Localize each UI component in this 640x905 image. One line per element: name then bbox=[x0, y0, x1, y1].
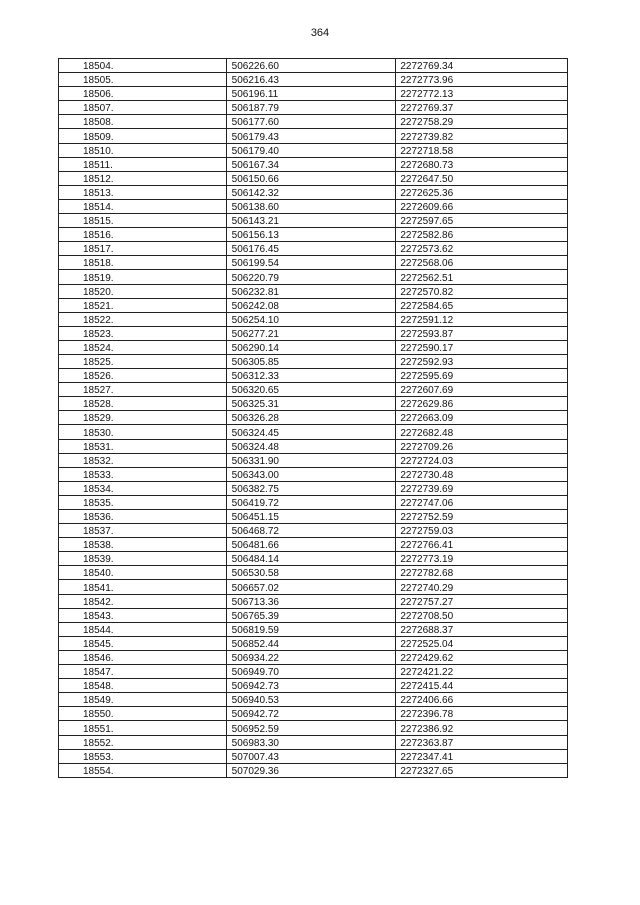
x-coordinate-cell: 506942.72 bbox=[226, 707, 396, 721]
x-coordinate-cell: 507029.36 bbox=[226, 763, 396, 777]
table-row bbox=[59, 510, 568, 524]
table-row bbox=[59, 101, 568, 115]
x-coordinate-cell: 506952.59 bbox=[226, 721, 396, 735]
point-number-cell: 18516. bbox=[59, 228, 227, 242]
point-number-cell: 18545. bbox=[59, 636, 227, 650]
x-coordinate-cell: 506331.90 bbox=[226, 453, 396, 467]
y-coordinate-cell: 2272769.37 bbox=[396, 101, 568, 115]
table-row bbox=[59, 566, 568, 580]
point-number-cell: 18551. bbox=[59, 721, 227, 735]
point-number-cell: 18508. bbox=[59, 115, 227, 129]
table-row bbox=[59, 411, 568, 425]
x-coordinate-cell: 506983.30 bbox=[226, 735, 396, 749]
point-number-cell: 18529. bbox=[59, 411, 227, 425]
y-coordinate-cell: 2272772.13 bbox=[396, 87, 568, 101]
y-coordinate-cell: 2272597.65 bbox=[396, 214, 568, 228]
table-row bbox=[59, 665, 568, 679]
point-number-cell: 18517. bbox=[59, 242, 227, 256]
point-number-cell: 18553. bbox=[59, 749, 227, 763]
x-coordinate-cell: 506142.32 bbox=[226, 185, 396, 199]
table-row bbox=[59, 481, 568, 495]
y-coordinate-cell: 2272415.44 bbox=[396, 679, 568, 693]
y-coordinate-cell: 2272769.34 bbox=[396, 59, 568, 73]
y-coordinate-cell: 2272766.41 bbox=[396, 538, 568, 552]
x-coordinate-cell: 506940.53 bbox=[226, 693, 396, 707]
point-number-cell: 18538. bbox=[59, 538, 227, 552]
table-row bbox=[59, 594, 568, 608]
y-coordinate-cell: 2272758.29 bbox=[396, 115, 568, 129]
y-coordinate-cell: 2272584.65 bbox=[396, 298, 568, 312]
table-row bbox=[59, 59, 568, 73]
page-number: 364 bbox=[310, 27, 330, 39]
x-coordinate-cell: 506419.72 bbox=[226, 495, 396, 509]
table-row bbox=[59, 439, 568, 453]
y-coordinate-cell: 2272582.86 bbox=[396, 228, 568, 242]
y-coordinate-cell: 2272759.03 bbox=[396, 524, 568, 538]
x-coordinate-cell: 506320.65 bbox=[226, 383, 396, 397]
y-coordinate-cell: 2272568.06 bbox=[396, 256, 568, 270]
y-coordinate-cell: 2272590.17 bbox=[396, 340, 568, 354]
y-coordinate-cell: 2272757.27 bbox=[396, 594, 568, 608]
x-coordinate-cell: 506176.45 bbox=[226, 242, 396, 256]
y-coordinate-cell: 2272724.03 bbox=[396, 453, 568, 467]
x-coordinate-cell: 506468.72 bbox=[226, 524, 396, 538]
table-row bbox=[59, 622, 568, 636]
x-coordinate-cell: 506942.73 bbox=[226, 679, 396, 693]
x-coordinate-cell: 506949.70 bbox=[226, 665, 396, 679]
point-number-cell: 18505. bbox=[59, 73, 227, 87]
table-row bbox=[59, 270, 568, 284]
point-number-cell: 18513. bbox=[59, 185, 227, 199]
point-number-cell: 18509. bbox=[59, 129, 227, 143]
y-coordinate-cell: 2272525.04 bbox=[396, 636, 568, 650]
x-coordinate-cell: 506819.59 bbox=[226, 622, 396, 636]
y-coordinate-cell: 2272663.09 bbox=[396, 411, 568, 425]
y-coordinate-cell: 2272740.29 bbox=[396, 580, 568, 594]
y-coordinate-cell: 2272347.41 bbox=[396, 749, 568, 763]
table-row bbox=[59, 693, 568, 707]
point-number-cell: 18520. bbox=[59, 284, 227, 298]
point-number-cell: 18536. bbox=[59, 510, 227, 524]
coordinates-table-body bbox=[59, 59, 568, 778]
x-coordinate-cell: 506179.43 bbox=[226, 129, 396, 143]
x-coordinate-cell: 506290.14 bbox=[226, 340, 396, 354]
point-number-cell: 18543. bbox=[59, 608, 227, 622]
table-row bbox=[59, 87, 568, 101]
table-row bbox=[59, 340, 568, 354]
point-number-cell: 18522. bbox=[59, 312, 227, 326]
y-coordinate-cell: 2272647.50 bbox=[396, 171, 568, 185]
point-number-cell: 18531. bbox=[59, 439, 227, 453]
coordinates-table bbox=[58, 58, 568, 778]
y-coordinate-cell: 2272327.65 bbox=[396, 763, 568, 777]
x-coordinate-cell: 506305.85 bbox=[226, 354, 396, 368]
table-row bbox=[59, 679, 568, 693]
table-row bbox=[59, 242, 568, 256]
table-row bbox=[59, 298, 568, 312]
table-row bbox=[59, 157, 568, 171]
point-number-cell: 18510. bbox=[59, 143, 227, 157]
x-coordinate-cell: 506138.60 bbox=[226, 199, 396, 213]
y-coordinate-cell: 2272573.62 bbox=[396, 242, 568, 256]
x-coordinate-cell: 506179.40 bbox=[226, 143, 396, 157]
table-row bbox=[59, 115, 568, 129]
x-coordinate-cell: 506852.44 bbox=[226, 636, 396, 650]
x-coordinate-cell: 506177.60 bbox=[226, 115, 396, 129]
point-number-cell: 18527. bbox=[59, 383, 227, 397]
table-row bbox=[59, 383, 568, 397]
table-row bbox=[59, 199, 568, 213]
point-number-cell: 18512. bbox=[59, 171, 227, 185]
table-row bbox=[59, 453, 568, 467]
x-coordinate-cell: 506713.36 bbox=[226, 594, 396, 608]
y-coordinate-cell: 2272607.69 bbox=[396, 383, 568, 397]
table-row bbox=[59, 171, 568, 185]
table-row bbox=[59, 749, 568, 763]
point-number-cell: 18518. bbox=[59, 256, 227, 270]
x-coordinate-cell: 506484.14 bbox=[226, 552, 396, 566]
point-number-cell: 18521. bbox=[59, 298, 227, 312]
x-coordinate-cell: 506343.00 bbox=[226, 467, 396, 481]
point-number-cell: 18525. bbox=[59, 354, 227, 368]
table-row bbox=[59, 397, 568, 411]
point-number-cell: 18535. bbox=[59, 495, 227, 509]
point-number-cell: 18539. bbox=[59, 552, 227, 566]
x-coordinate-cell: 506765.39 bbox=[226, 608, 396, 622]
x-coordinate-cell: 506481.66 bbox=[226, 538, 396, 552]
point-number-cell: 18544. bbox=[59, 622, 227, 636]
point-number-cell: 18528. bbox=[59, 397, 227, 411]
point-number-cell: 18549. bbox=[59, 693, 227, 707]
table-row bbox=[59, 636, 568, 650]
table-row bbox=[59, 608, 568, 622]
point-number-cell: 18514. bbox=[59, 199, 227, 213]
y-coordinate-cell: 2272730.48 bbox=[396, 467, 568, 481]
y-coordinate-cell: 2272629.86 bbox=[396, 397, 568, 411]
table-row bbox=[59, 495, 568, 509]
table-row bbox=[59, 650, 568, 664]
table-row bbox=[59, 326, 568, 340]
point-number-cell: 18523. bbox=[59, 326, 227, 340]
y-coordinate-cell: 2272782.68 bbox=[396, 566, 568, 580]
point-number-cell: 18507. bbox=[59, 101, 227, 115]
y-coordinate-cell: 2272773.96 bbox=[396, 73, 568, 87]
y-coordinate-cell: 2272680.73 bbox=[396, 157, 568, 171]
y-coordinate-cell: 2272609.66 bbox=[396, 199, 568, 213]
x-coordinate-cell: 506382.75 bbox=[226, 481, 396, 495]
table-row bbox=[59, 707, 568, 721]
table-row bbox=[59, 228, 568, 242]
point-number-cell: 18515. bbox=[59, 214, 227, 228]
y-coordinate-cell: 2272595.69 bbox=[396, 369, 568, 383]
point-number-cell: 18532. bbox=[59, 453, 227, 467]
x-coordinate-cell: 506324.45 bbox=[226, 425, 396, 439]
table-row bbox=[59, 735, 568, 749]
table-row bbox=[59, 425, 568, 439]
y-coordinate-cell: 2272591.12 bbox=[396, 312, 568, 326]
table-row bbox=[59, 256, 568, 270]
y-coordinate-cell: 2272709.26 bbox=[396, 439, 568, 453]
x-coordinate-cell: 507007.43 bbox=[226, 749, 396, 763]
point-number-cell: 18547. bbox=[59, 665, 227, 679]
x-coordinate-cell: 506199.54 bbox=[226, 256, 396, 270]
y-coordinate-cell: 2272386.92 bbox=[396, 721, 568, 735]
point-number-cell: 18511. bbox=[59, 157, 227, 171]
y-coordinate-cell: 2272739.82 bbox=[396, 129, 568, 143]
table-row bbox=[59, 369, 568, 383]
point-number-cell: 18548. bbox=[59, 679, 227, 693]
y-coordinate-cell: 2272593.87 bbox=[396, 326, 568, 340]
x-coordinate-cell: 506143.21 bbox=[226, 214, 396, 228]
y-coordinate-cell: 2272562.51 bbox=[396, 270, 568, 284]
y-coordinate-cell: 2272708.50 bbox=[396, 608, 568, 622]
x-coordinate-cell: 506242.08 bbox=[226, 298, 396, 312]
point-number-cell: 18534. bbox=[59, 481, 227, 495]
point-number-cell: 18542. bbox=[59, 594, 227, 608]
x-coordinate-cell: 506312.33 bbox=[226, 369, 396, 383]
table-row bbox=[59, 312, 568, 326]
x-coordinate-cell: 506324.48 bbox=[226, 439, 396, 453]
table-row bbox=[59, 185, 568, 199]
point-number-cell: 18552. bbox=[59, 735, 227, 749]
point-number-cell: 18540. bbox=[59, 566, 227, 580]
point-number-cell: 18530. bbox=[59, 425, 227, 439]
x-coordinate-cell: 506232.81 bbox=[226, 284, 396, 298]
table-row bbox=[59, 524, 568, 538]
point-number-cell: 18550. bbox=[59, 707, 227, 721]
y-coordinate-cell: 2272592.93 bbox=[396, 354, 568, 368]
table-row bbox=[59, 284, 568, 298]
y-coordinate-cell: 2272421.22 bbox=[396, 665, 568, 679]
y-coordinate-cell: 2272396.78 bbox=[396, 707, 568, 721]
point-number-cell: 18546. bbox=[59, 650, 227, 664]
x-coordinate-cell: 506220.79 bbox=[226, 270, 396, 284]
x-coordinate-cell: 506530.58 bbox=[226, 566, 396, 580]
x-coordinate-cell: 506156.13 bbox=[226, 228, 396, 242]
table-row bbox=[59, 552, 568, 566]
y-coordinate-cell: 2272739.69 bbox=[396, 481, 568, 495]
point-number-cell: 18541. bbox=[59, 580, 227, 594]
y-coordinate-cell: 2272570.82 bbox=[396, 284, 568, 298]
point-number-cell: 18526. bbox=[59, 369, 227, 383]
point-number-cell: 18533. bbox=[59, 467, 227, 481]
table-row bbox=[59, 721, 568, 735]
y-coordinate-cell: 2272429.62 bbox=[396, 650, 568, 664]
point-number-cell: 18506. bbox=[59, 87, 227, 101]
y-coordinate-cell: 2272752.59 bbox=[396, 510, 568, 524]
x-coordinate-cell: 506657.02 bbox=[226, 580, 396, 594]
x-coordinate-cell: 506277.21 bbox=[226, 326, 396, 340]
y-coordinate-cell: 2272773.19 bbox=[396, 552, 568, 566]
table-row bbox=[59, 580, 568, 594]
y-coordinate-cell: 2272718.58 bbox=[396, 143, 568, 157]
x-coordinate-cell: 506167.34 bbox=[226, 157, 396, 171]
point-number-cell: 18519. bbox=[59, 270, 227, 284]
x-coordinate-cell: 506254.10 bbox=[226, 312, 396, 326]
y-coordinate-cell: 2272688.37 bbox=[396, 622, 568, 636]
point-number-cell: 18524. bbox=[59, 340, 227, 354]
x-coordinate-cell: 506326.28 bbox=[226, 411, 396, 425]
y-coordinate-cell: 2272682.48 bbox=[396, 425, 568, 439]
y-coordinate-cell: 2272747.06 bbox=[396, 495, 568, 509]
x-coordinate-cell: 506196.11 bbox=[226, 87, 396, 101]
point-number-cell: 18554. bbox=[59, 763, 227, 777]
y-coordinate-cell: 2272406.66 bbox=[396, 693, 568, 707]
point-number-cell: 18504. bbox=[59, 59, 227, 73]
table-row bbox=[59, 538, 568, 552]
x-coordinate-cell: 506187.79 bbox=[226, 101, 396, 115]
table-row bbox=[59, 129, 568, 143]
x-coordinate-cell: 506325.31 bbox=[226, 397, 396, 411]
x-coordinate-cell: 506451.15 bbox=[226, 510, 396, 524]
point-number-cell: 18537. bbox=[59, 524, 227, 538]
x-coordinate-cell: 506150.66 bbox=[226, 171, 396, 185]
x-coordinate-cell: 506226.60 bbox=[226, 59, 396, 73]
x-coordinate-cell: 506934.22 bbox=[226, 650, 396, 664]
y-coordinate-cell: 2272625.36 bbox=[396, 185, 568, 199]
table-row bbox=[59, 214, 568, 228]
x-coordinate-cell: 506216.43 bbox=[226, 73, 396, 87]
table-row bbox=[59, 467, 568, 481]
table-row bbox=[59, 354, 568, 368]
table-row bbox=[59, 143, 568, 157]
y-coordinate-cell: 2272363.87 bbox=[396, 735, 568, 749]
table-row bbox=[59, 763, 568, 777]
table-row bbox=[59, 73, 568, 87]
